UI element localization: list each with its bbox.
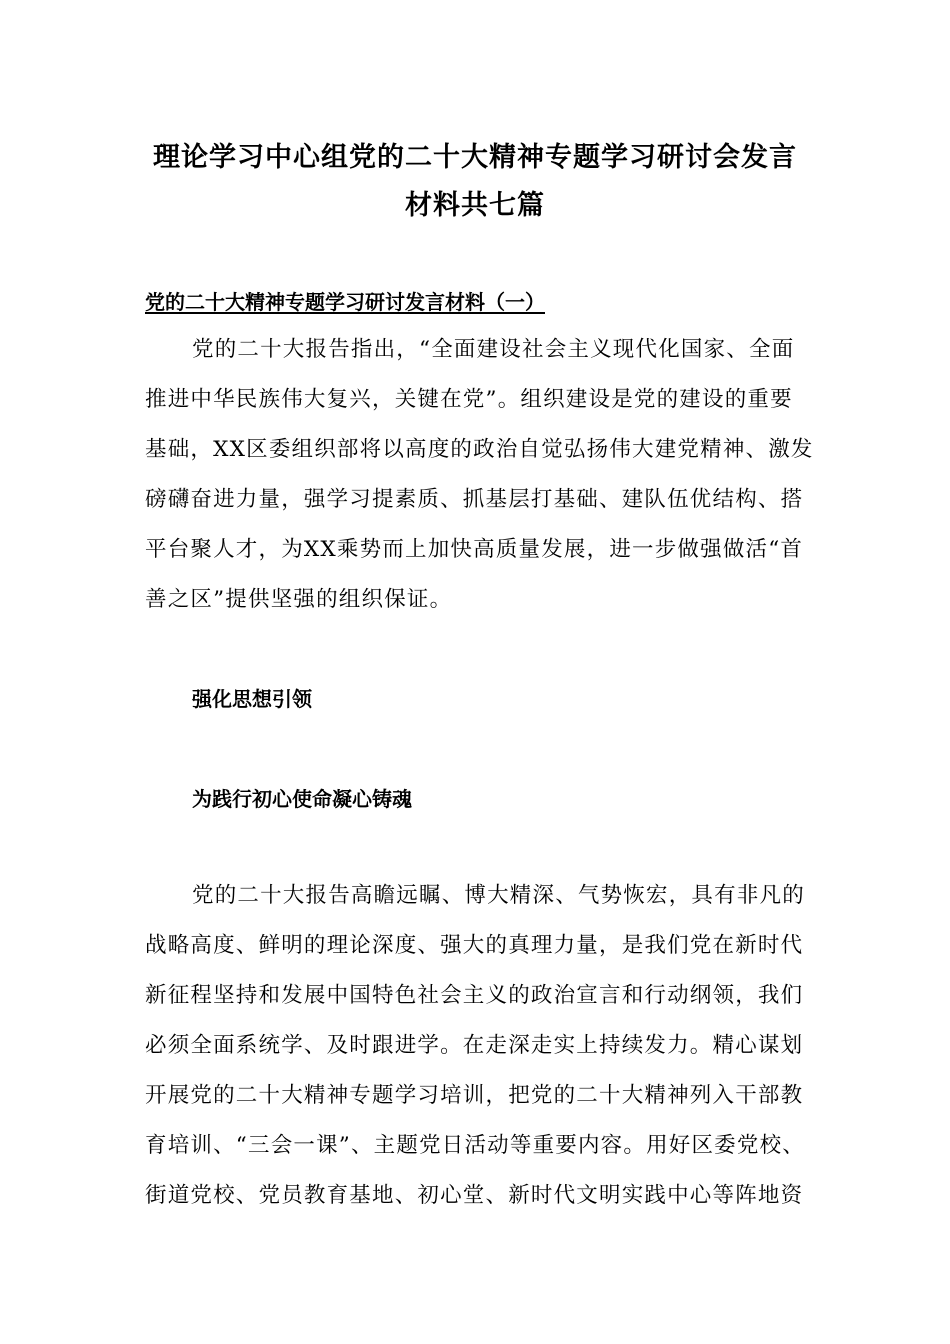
paragraph-line: 街道党校、党员教育基地、初心堂、新时代文明实践中心等阵地资 <box>145 1183 804 1208</box>
document-title-line-2: 材料共七篇 <box>405 190 545 221</box>
paragraph-line: 善之区”提供坚强的组织保证。 <box>145 587 453 612</box>
paragraph-line: 磅礴奋进力量，强学习提素质、抓基层打基础、建队伍优结构、搭 <box>145 487 804 512</box>
document-title-line-1: 理论学习中心组党的二十大精神专题学习研讨会发言 <box>153 142 797 173</box>
paragraph-line: 党的二十大报告高瞻远瞩、博大精深、气势恢宏，具有非凡的 <box>192 883 805 908</box>
paragraph-line: 基础，XX区委组织部将以高度的政治自觉弘扬伟大建党精神、激发 <box>145 437 814 462</box>
paragraph-line: 平台聚人才，为XX乘势而上加快高质量发展，进一步做强做活“首 <box>145 537 804 562</box>
section-heading: 党的二十大精神专题学习研讨发言材料（一） <box>145 290 545 314</box>
paragraph-line: 开展党的二十大精神专题学习培训，把党的二十大精神列入干部教 <box>145 1083 804 1108</box>
paragraph-line: 新征程坚持和发展中国特色社会主义的政治宣言和行动纲领，我们 <box>145 983 804 1008</box>
subheading-1: 强化思想引领 <box>192 687 312 711</box>
paragraph-line: 战略高度、鲜明的理论深度、强大的真理力量，是我们党在新时代 <box>145 933 804 958</box>
paragraph-line: 育培训、“三会一课”、主题党日活动等重要内容。用好区委党校、 <box>145 1133 805 1158</box>
subheading-2: 为践行初心使命凝心铸魂 <box>192 787 412 811</box>
paragraph-line: 必须全面系统学、及时跟进学。在走深走实上持续发力。精心谋划 <box>145 1033 804 1058</box>
paragraph-line: 党的二十大报告指出，“全面建设社会主义现代化国家、全面 <box>192 337 795 362</box>
paragraph-line: 推进中华民族伟大复兴，关键在党”。组织建设是党的建设的重要 <box>145 387 793 412</box>
